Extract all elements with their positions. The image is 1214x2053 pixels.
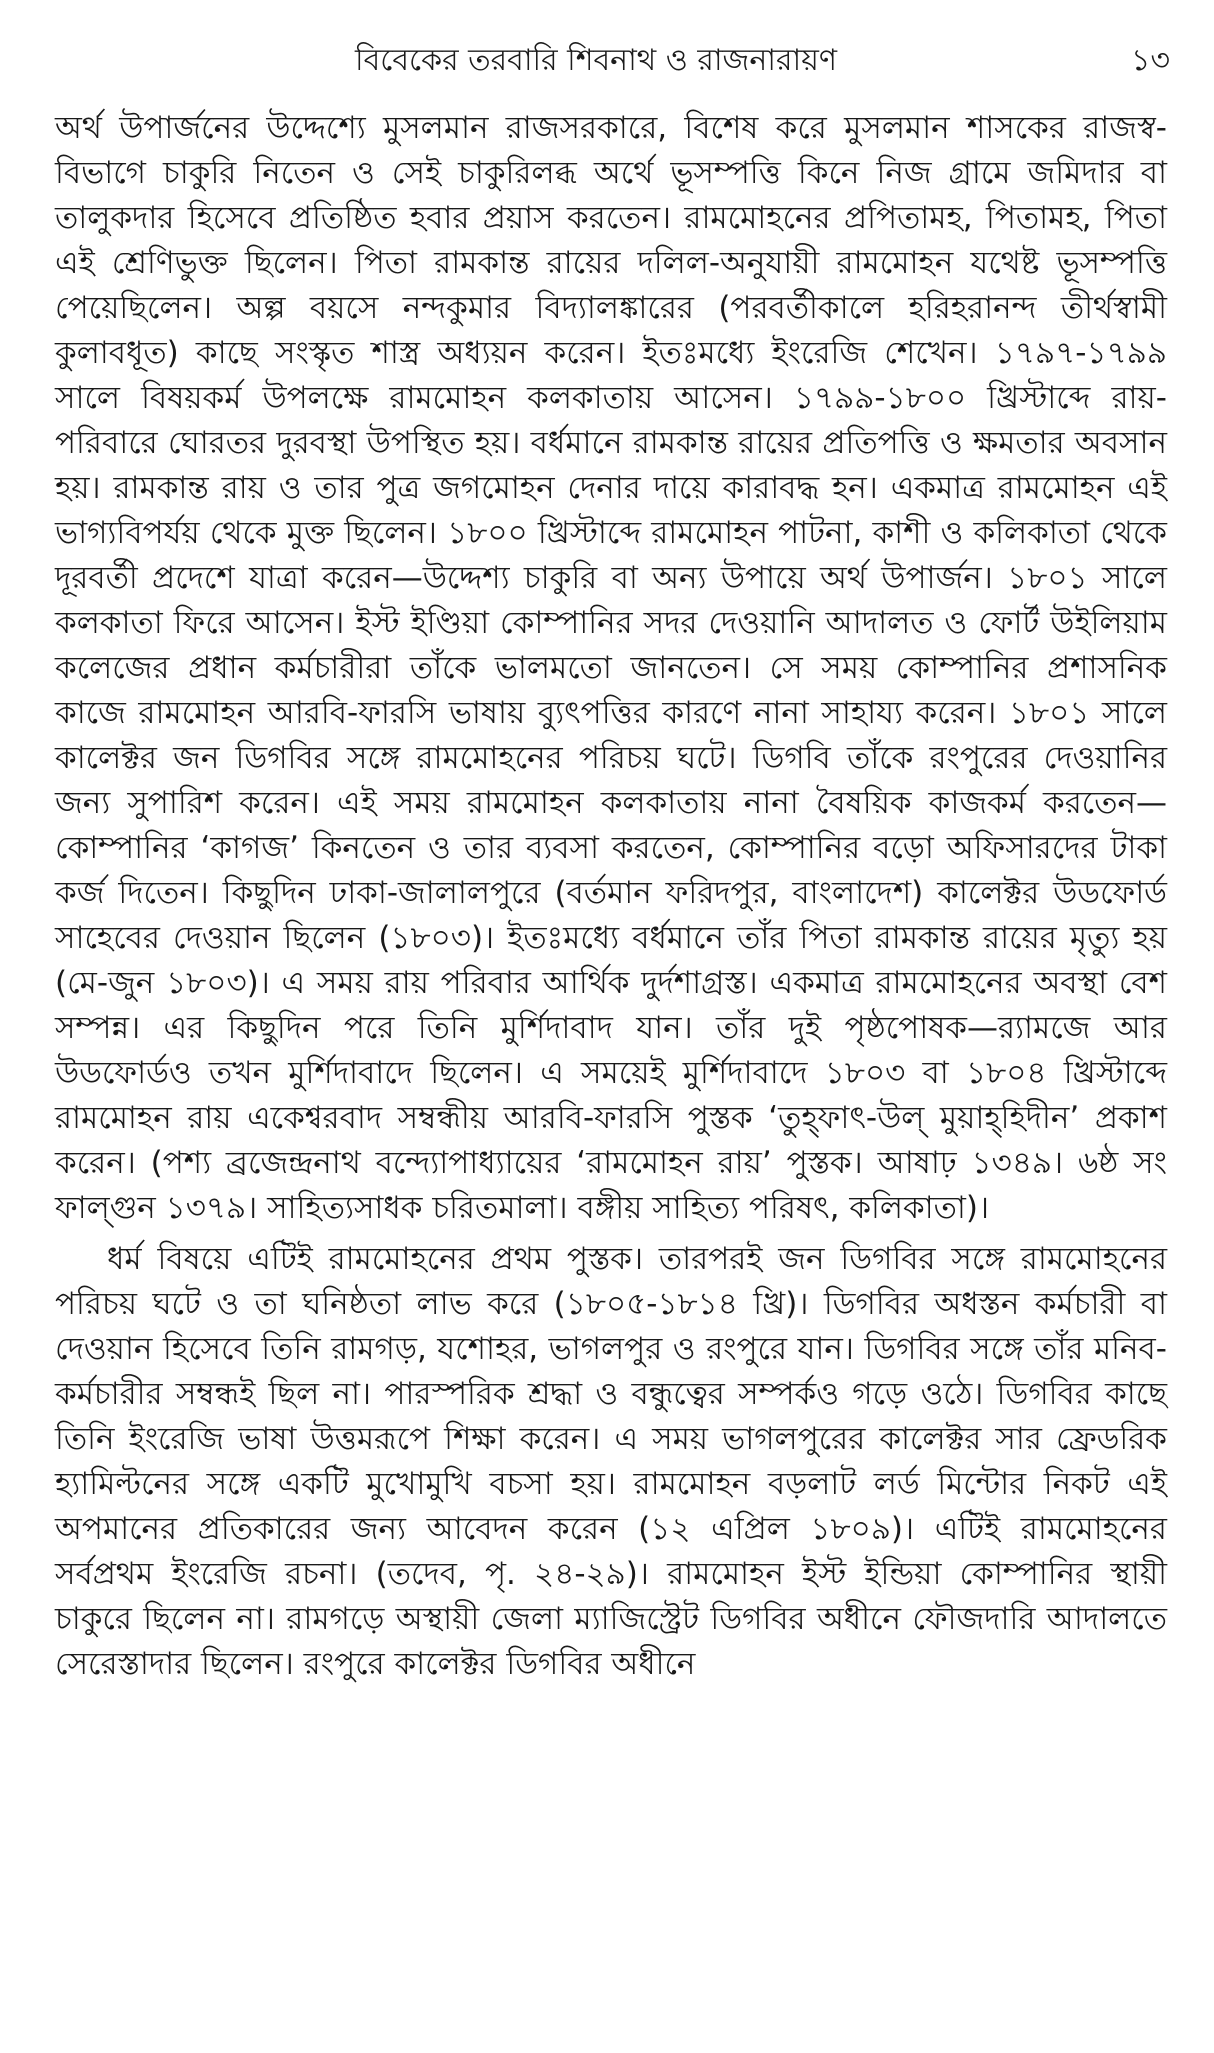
page-body bbox=[55, 106, 1167, 1693]
page-number: ১৩ bbox=[1131, 43, 1170, 78]
paragraph-2: ধর্ম বিষয়ে এটিই রামমোহনের প্রথম পুস্তক। তারপরই জন ডিগবির সঙ্গে রামমোহনের পরিচয় ঘটে ও তা ঘনিষ্ঠতা লাভ করে (১৮০৫-১৮১৪ খ্রি)। ডিগবির অধস্তন কর্মচারী বা দেওয়ান হিসেবে তিনি রামগড়, যশোহর, ভাগলপুর ও রংপুরে যান। ডিগবির সঙ্গে তাঁর মনিব-কর্মচারীর সম্বন্ধই ছিল না। পারস্পরিক শ্রদ্ধা ও বন্ধুত্বের সম্পর্কও গড়ে ওঠে। ডিগবির কাছে তিনি ইংরেজি ভাষা উত্তমরূপে শিক্ষা করেন। এ সময় ভাগলপুরের কালেক্টর সার ফ্রেডরিক হ্যামিল্টনের সঙ্গে একটি মুখোমুখি বচসা হয়। রামমোহন বড়লাট লর্ড মিন্টোর নিকট এই অপমানের প্রতিকারের জন্য আবেদন করেন (১২ এপ্রিল ১৮০৯)। এটিই রামমোহনের সর্বপ্রথম ইংরেজি রচনা। (তদেব, পৃ. ২৪-২৯)। রামমোহন ইস্ট ইন্ডিয়া কোম্পানির স্থায়ী চাকুরে ছিলেন না। রামগড়ে অস্থায়ী জেলা ম্যাজিস্ট্রেট ডিগবির অধীনে ফৌজদারি আদালতে সেরেস্তাদার ছিলেন। রংপুরে কালেক্টর ডিগবির অধীনে bbox=[55, 1241, 1167, 1682]
paragraph-1: অর্থ উপার্জনের উদ্দেশ্যে মুসলমান রাজসরকারে, বিশেষ করে মুসলমান শাসকের রাজস্ব-বিভাগে চাকুরি নিতেন ও সেই চাকুরিলব্ধ অর্থে ভূসম্পত্তি কিনে নিজ গ্রামে জমিদার বা তালুকদার হিসেবে প্রতিষ্ঠিত হবার প্রয়াস করতেন। রামমোহনের প্রপিতামহ, পিতামহ, পিতা এই শ্রেণিভুক্ত ছিলেন। পিতা রামকান্ত রায়ের দলিল-অনুযায়ী রামমোহন যথেষ্ট ভূসম্পত্তি পেয়েছিলেন। অল্প বয়সে নন্দকুমার বিদ্যালঙ্কারের (পরবর্তীকালে হরিহরানন্দ তীর্থস্বামী কুলাবধূত) কাছে সংস্কৃত শাস্ত্র অধ্যয়ন করেন। ইতঃমধ্যে ইংরেজি শেখেন। ১৭৯৭-১৭৯৯ সালে বিষয়কর্ম উপলক্ষে রামমোহন কলকাতায় আসেন। ১৭৯৯-১৮০০ খ্রিস্টাব্দে রায়-পরিবারে ঘোরতর দুরবস্থা উপস্থিত হয়। বর্ধমানে রামকান্ত রায়ের প্রতিপত্তি ও ক্ষমতার অবসান হয়। রামকান্ত রায় ও তার পুত্র জগমোহন দেনার দায়ে কারাবদ্ধ হন। একমাত্র রামমোহন এই ভাগ্যবিপর্যয় থেকে মুক্ত ছিলেন। ১৮০০ খ্রিস্টাব্দে রামমোহন পাটনা, কাশী ও কলিকাতা থেকে দূরবর্তী প্রদেশে যাত্রা করেন—উদ্দেশ্য চাকুরি বা অন্য উপায়ে অর্থ উপার্জন। ১৮০১ সালে কলকাতা ফিরে আসেন। ইস্ট ইণ্ডিয়া কোম্পানির সদর দেওয়ানি আদালত ও ফোর্ট উইলিয়াম কলেজের প্রধান কর্মচারীরা তাঁকে ভালমতো জানতেন। সে সময় কোম্পানির প্রশাসনিক কাজে রামমোহন আরবি-ফারসি ভাষায় ব্যুৎপত্তির কারণে নানা সাহায্য করেন। ১৮০১ সালে কালেক্টর জন ডিগবির সঙ্গে রামমোহনের পরিচয় ঘটে। ডিগবি তাঁকে রংপুরের দেওয়ানির জন্য সুপারিশ করেন। এই সময় রামমোহন কলকাতায় নানা বৈষয়িক কাজকর্ম করতেন—কোম্পানির ‘কাগজ’ কিনতেন ও তার ব্যবসা করতেন, কোম্পানির বড়ো অফিসারদের টাকা কর্জ দিতেন। কিছুদিন ঢাকা-জালালপুরে (বর্তমান ফরিদপুর, বাংলাদেশ) কালেক্টর উডফোর্ড সাহেবের দেওয়ান ছিলেন (১৮০৩)। ইতঃমধ্যে বর্ধমানে তাঁর পিতা রামকান্ত রায়ের মৃত্যু হয় (মে-জুন ১৮০৩)। এ সময় রায় পরিবার আর্থিক দুর্দশাগ্রস্ত। একমাত্র রামমোহনের অবস্থা বেশ সম্পন্ন। এর কিছুদিন পরে তিনি মুর্শিদাবাদ যান। তাঁর দুই পৃষ্ঠপোষক—র‍্যামজে আর উডফোর্ডও তখন মুর্শিদাবাদে ছিলেন। এ সময়েই মুর্শিদাবাদে ১৮০৩ বা ১৮০৪ খ্রিস্টাব্দে রামমোহন রায় একেশ্বরবাদ সম্বন্ধীয় আরবি-ফারসি পুস্তক ‘তুহ্‌ফাৎ-উল্‌ মুয়াহ্‌হিদীন’ প্রকাশ করেন। (পশ্য ব্রজেন্দ্রনাথ বন্দ্যোপাধ্যায়ের ‘রামমোহন রায়’ পুস্তক। আষাঢ় ১৩৪৯। ৬ষ্ঠ সং ফাল্গুন ১৩৭৯। সাহিত্যসাধক চরিতমালা। বঙ্গীয় সাহিত্য পরিষৎ, কলিকাতা)। bbox=[55, 110, 1167, 1226]
page-header bbox=[55, 36, 1170, 86]
running-title: বিবেকের তরবারি শিবনাথ ও রাজনারায়ণ bbox=[355, 43, 838, 78]
